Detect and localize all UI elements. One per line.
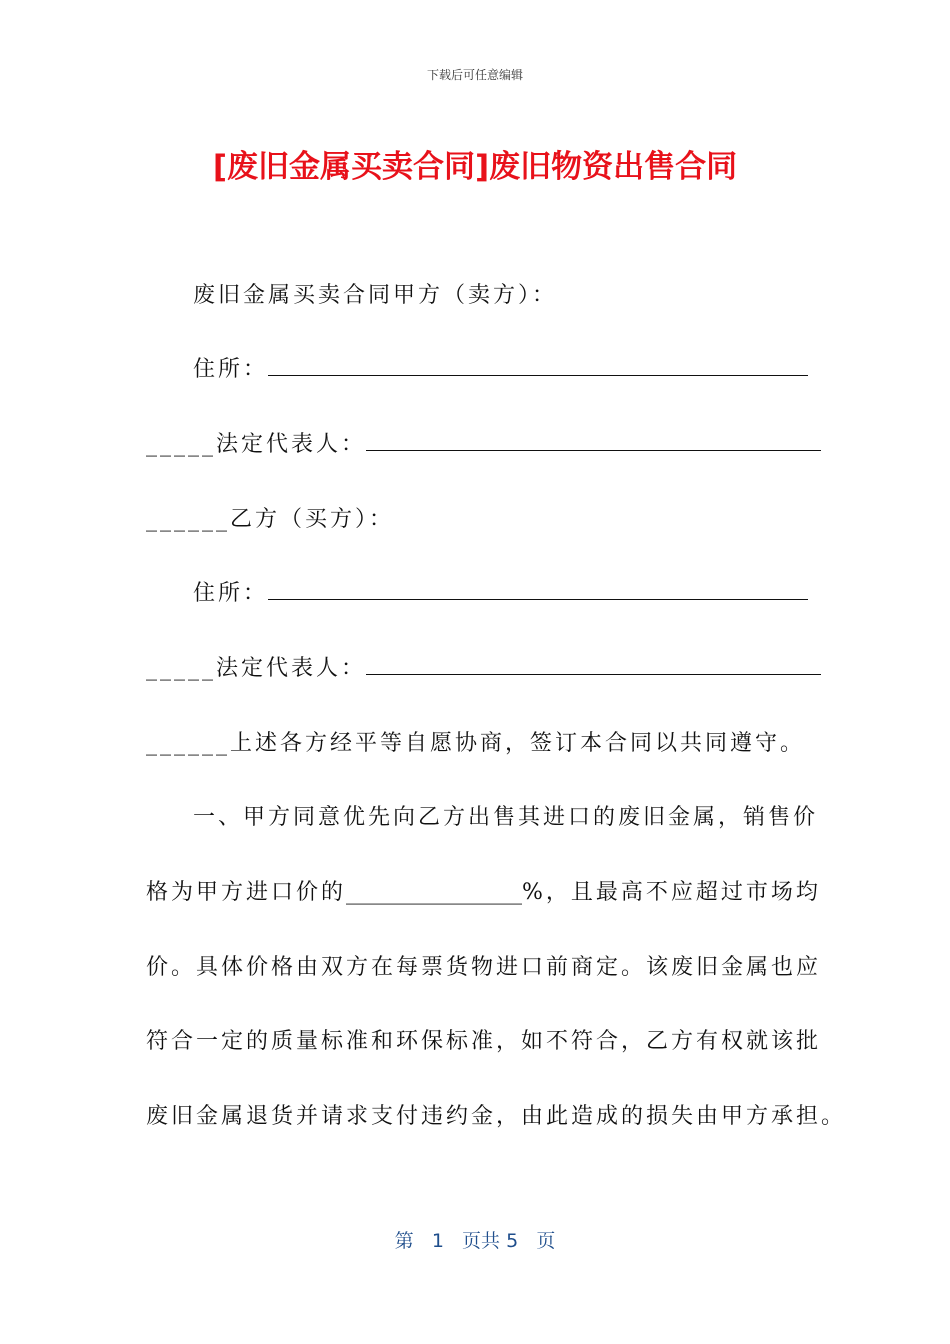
clause1-line2-pre: 格为甲方进口价的 [146,880,347,905]
agreement-line [146,729,806,759]
clause1-line2-post: %，且最高不应超过市场均 [522,880,821,905]
party-b-text: 乙方（买方）： [230,507,395,532]
address-b-line [193,579,805,609]
party-a-text: 废旧金属买卖合同甲方（卖方）： [193,283,558,308]
footer-total-pages: 5 [506,1230,519,1252]
footer-middle: 页共 [462,1230,501,1252]
party-b-prefix-blank: ______ [146,507,230,532]
address-a-blank [268,355,808,376]
party-a-line [193,281,805,311]
rep-a-label: 法定代表人： [216,432,367,457]
rep-a-prefix-blank: _____ [146,432,216,457]
clause1-line4-text: 符合一定的质量标准和环保标准，如不符合，乙方有权就该批 [146,1029,822,1054]
document-title: [废旧金属买卖合同]废旧物资出售合同 [212,149,738,185]
agreement-prefix-blank: ______ [146,731,230,756]
header-note: 下载后可任意编辑 [426,68,523,82]
footer-suffix: 页 [536,1230,556,1252]
price-percent-blank: ________________ [346,880,523,905]
rep-b-label: 法定代表人： [216,656,367,681]
clause1-line1-text: 一、甲方同意优先向乙方出售其进口的废旧金属，销售价 [193,805,819,830]
agreement-text: 上述各方经平等自愿协商，签订本合同以共同遵守。 [230,731,806,756]
address-a-label: 住所： [193,357,269,382]
rep-a-line [146,430,806,460]
rep-a-blank [366,430,821,451]
clause1-line5-text: 废旧金属退货并请求支付违约金，由此造成的损失由甲方承担。 [146,1104,847,1129]
clause1-line4 [146,1027,822,1057]
clause1-line3 [146,953,822,983]
clause1-line5 [146,1102,847,1132]
clause1-line2 [146,878,821,908]
party-b-line [146,505,806,535]
footer-prefix: 第 [394,1230,414,1252]
address-a-line [193,355,805,385]
address-b-label: 住所： [193,581,269,606]
rep-b-blank [366,654,821,675]
footer-page-number: 1 [431,1230,444,1252]
clause1-line3-text: 价。具体价格由双方在每票货物进口前商定。该废旧金属也应 [146,955,822,980]
rep-b-line [146,654,806,684]
clause1-line1 [193,803,819,833]
address-b-blank [268,579,808,600]
page-footer [0,1226,950,1253]
rep-b-prefix-blank: _____ [146,656,216,681]
